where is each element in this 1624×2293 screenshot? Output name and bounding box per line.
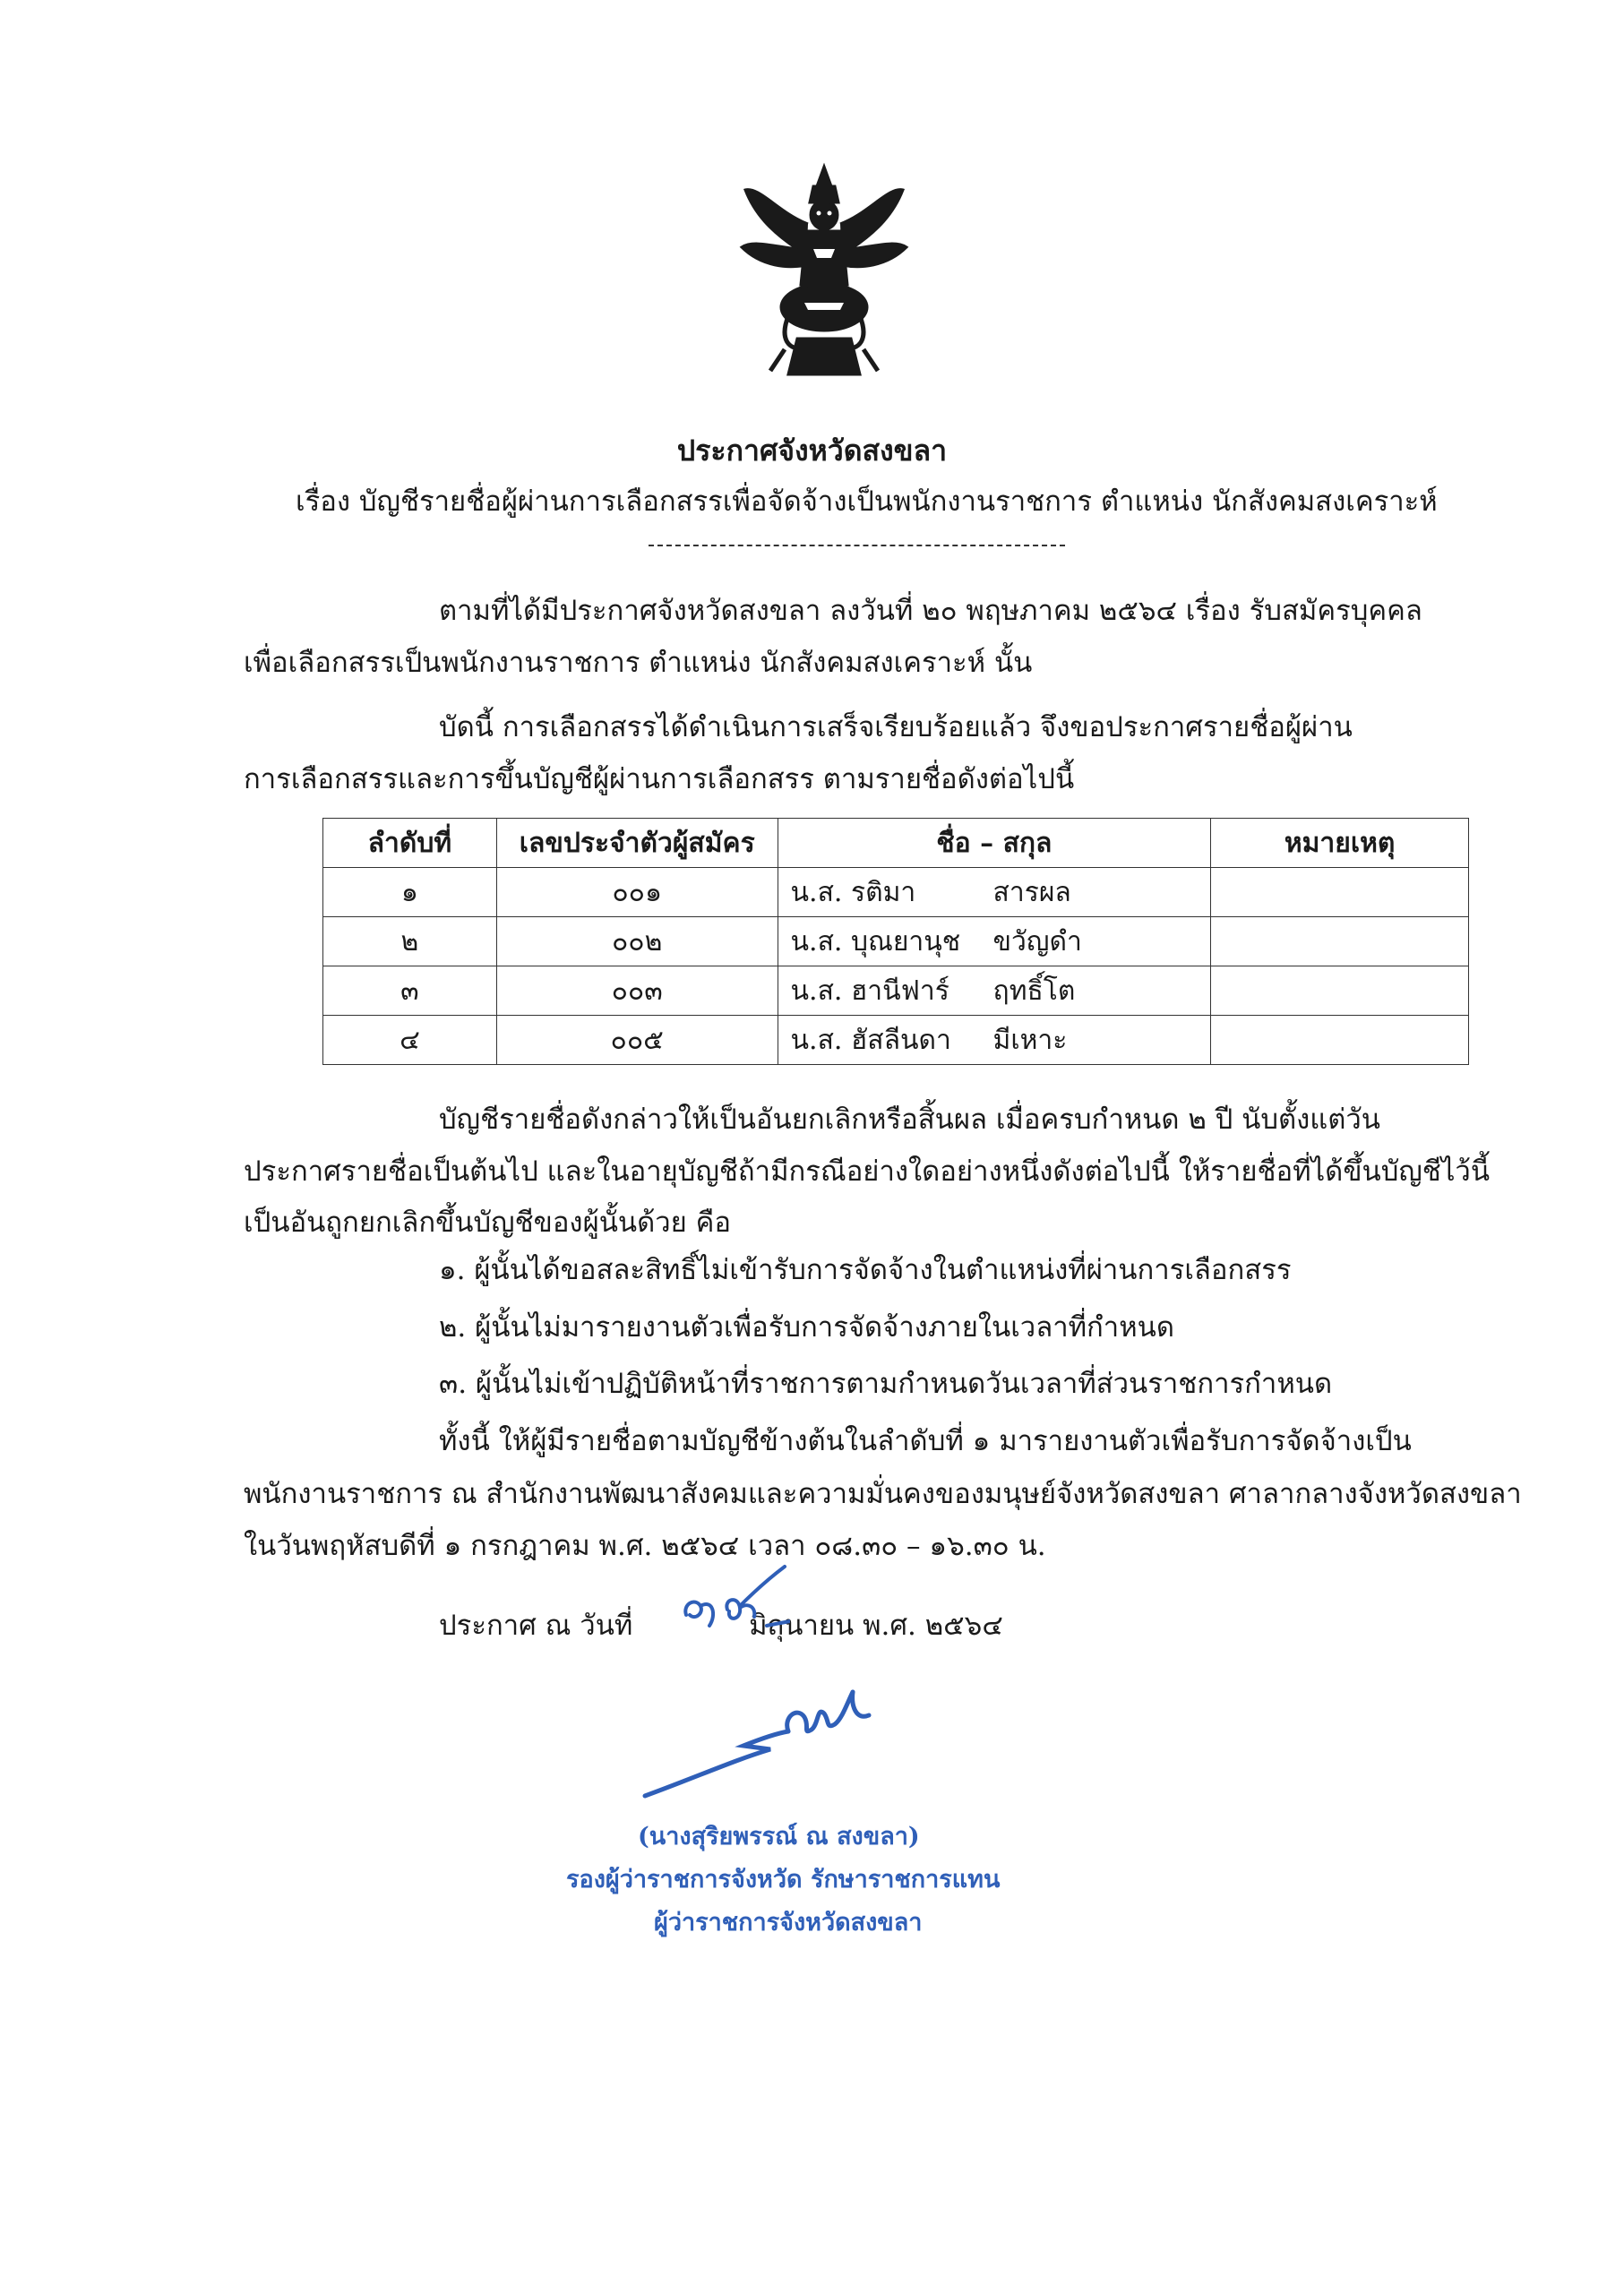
header-order: ลำดับที่: [323, 819, 497, 868]
row-remark: [1211, 868, 1469, 917]
row-first-name: น.ส. รติมา: [790, 876, 916, 908]
signatory-title-line-1: รองผู้ว่าราชการจังหวัด รักษาราชการแทน: [566, 1866, 1001, 1894]
paragraph-4-line-3: ในวันพฤหัสบดีที่ ๑ กรกฎาคม พ.ศ. ๒๕๖๔ เวลา ๐๘.๓๐ – ๑๖.๓๐ น.: [244, 1530, 1046, 1562]
paragraph-1-line-2: เพื่อเลือกสรรเป็นพนักงานราชการ ตำแหน่ง นักสังคมสงเคราะห์ นั้น: [244, 647, 1033, 679]
handwritten-day-icon: [674, 1563, 790, 1644]
applicant-table: [322, 818, 1469, 1065]
paragraph-2-line-2: การเลือกสรรและการขึ้นบัญชีผู้ผ่านการเลือกสรร ตามรายชื่อดังต่อไปนี้: [244, 763, 1075, 795]
table-row: [323, 868, 1469, 917]
condition-item-1: ๑. ผู้นั้นได้ขอสละสิทธิ์ไม่เข้ารับการจัดจ้างในตำแหน่งที่ผ่านการเลือกสรร: [439, 1254, 1292, 1286]
table-row: [323, 1016, 1469, 1065]
garuda-emblem-icon: [735, 159, 914, 383]
table-header-row: [323, 819, 1469, 868]
announcement-prefix: ประกาศ ณ วันที่: [439, 1610, 633, 1642]
condition-item-3: ๓. ผู้นั้นไม่เข้าปฏิบัติหน้าที่ราชการตามกำหนดวันเวลาที่ส่วนราชการกำหนด: [439, 1368, 1333, 1400]
row-applicant-id: ๐๐๒: [496, 917, 778, 966]
signature-icon: [627, 1670, 914, 1814]
condition-item-2: ๒. ผู้นั้นไม่มารายงานตัวเพื่อรับการจัดจ้างภายในเวลาที่กำหนด: [439, 1311, 1174, 1344]
header-remark: หมายเหตุ: [1211, 819, 1469, 868]
row-remark: [1211, 966, 1469, 1016]
row-first-name: น.ส. ฮัสลีนดา: [790, 1024, 951, 1056]
row-last-name: ฤทธิ์โต: [992, 975, 1076, 1007]
paragraph-2-line-1: บัดนี้ การเลือกสรรได้ดำเนินการเสร็จเรียบร้อยแล้ว จึงขอประกาศรายชื่อผู้ผ่าน: [439, 711, 1353, 743]
header-applicant-id: เลขประจำตัวผู้สมัคร: [496, 819, 778, 868]
header-full-name: ชื่อ – สกุล: [778, 819, 1211, 868]
row-order: ๔: [323, 1016, 497, 1065]
row-full-name: [778, 917, 1211, 966]
row-last-name: มีเหาะ: [992, 1024, 1068, 1056]
row-last-name: ขวัญดำ: [992, 925, 1082, 958]
row-order: ๒: [323, 917, 497, 966]
row-first-name: น.ส. ฮานีฟาร์: [790, 975, 949, 1007]
document-subject: เรื่อง บัญชีรายชื่อผู้ผ่านการเลือกสรรเพื่อจัดจ้างเป็นพนักงานราชการ ตำแหน่ง นักสังคมสงเคราะห์: [296, 485, 1438, 518]
paragraph-4-line-2: พนักงานราชการ ณ สำนักงานพัฒนาสังคมและความมั่นคงของมนุษย์จังหวัดสงขลา ศาลากลางจังหวัดสงขลา: [244, 1478, 1522, 1510]
paragraph-3-line-2: ประกาศรายชื่อเป็นต้นไป และในอายุบัญชีถ้ามีกรณีอย่างใดอย่างหนึ่งดังต่อไปนี้ ให้รายชื่อที่ได้ขึ้นบัญชีไว้นี้: [244, 1155, 1491, 1188]
signatory-name: (นางสุริยพรรณ์ ณ สงขลา): [638, 1823, 920, 1851]
row-full-name: [778, 966, 1211, 1016]
row-order: ๑: [323, 868, 497, 917]
row-full-name: [778, 868, 1211, 917]
table-row: [323, 966, 1469, 1016]
table-row: [323, 917, 1469, 966]
dashed-divider: [649, 545, 1065, 546]
row-applicant-id: ๐๐๕: [496, 1016, 778, 1065]
row-first-name: น.ส. บุณยานุช: [790, 925, 961, 958]
signatory-title-line-2: ผู้ว่าราชการจังหวัดสงขลา: [654, 1909, 923, 1937]
row-remark: [1211, 917, 1469, 966]
row-applicant-id: ๐๐๑: [496, 868, 778, 917]
row-order: ๓: [323, 966, 497, 1016]
row-remark: [1211, 1016, 1469, 1065]
document-title: ประกาศจังหวัดสงขลา: [676, 434, 948, 468]
paragraph-3-line-3: เป็นอันถูกยกเลิกขึ้นบัญชีของผู้นั้นด้วย คือ: [244, 1207, 732, 1239]
paragraph-1-line-1: ตามที่ได้มีประกาศจังหวัดสงขลา ลงวันที่ ๒๐ พฤษภาคม ๒๕๖๔ เรื่อง รับสมัครบุคคล: [439, 595, 1422, 627]
row-applicant-id: ๐๐๓: [496, 966, 778, 1016]
paragraph-3-line-1: บัญชีรายชื่อดังกล่าวให้เป็นอันยกเลิกหรือสิ้นผล เมื่อครบกำหนด ๒ ปี นับตั้งแต่วัน: [439, 1104, 1381, 1136]
announcement-month-year: มิถุนายน พ.ศ. ๒๕๖๔: [749, 1610, 1003, 1642]
row-last-name: สารผล: [992, 876, 1071, 908]
paragraph-4-line-1: ทั้งนี้ ให้ผู้มีรายชื่อตามบัญชีข้างต้นในลำดับที่ ๑ มารายงานตัวเพื่อรับการจัดจ้างเป็น: [439, 1425, 1412, 1457]
row-full-name: [778, 1016, 1211, 1065]
